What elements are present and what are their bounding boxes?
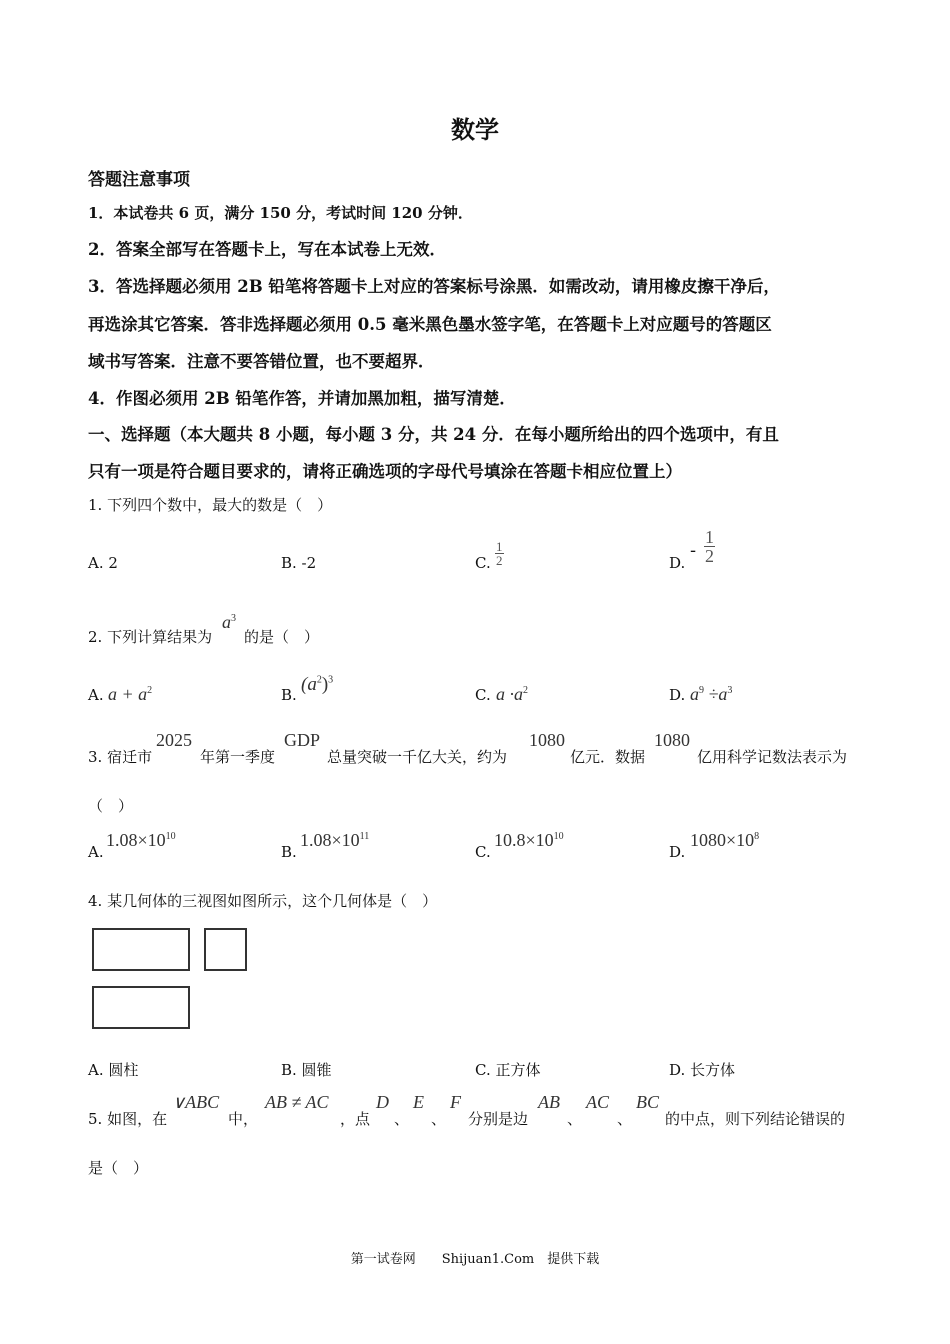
q3-text-1: 3. 宿迁市: [88, 748, 153, 766]
q3-year: 2025: [156, 730, 192, 750]
q1-option-c-fraction: [495, 540, 504, 567]
front-view-rectangle: [92, 928, 190, 971]
q5-side-bc: BC: [636, 1092, 660, 1112]
q5-sep-3: 、: [567, 1110, 583, 1128]
q3-option-c-value: [494, 830, 564, 851]
q2-b-close: ): [321, 674, 329, 695]
q2-d-exp2: 3: [727, 685, 733, 696]
q5-side-ac: AC: [586, 1092, 610, 1112]
q2-d-div: ÷a: [704, 684, 728, 704]
q5-text-4: 分别是边: [468, 1110, 529, 1128]
q2-option-b-math: [301, 674, 333, 696]
q2-b-exp2: 3: [328, 674, 334, 686]
q2-c-expr: a ·a: [496, 684, 523, 704]
q5-text-3: ，点: [340, 1110, 371, 1128]
top-view-rectangle: [92, 986, 190, 1029]
q3-option-c-label: C.: [475, 843, 491, 861]
q1-option-a: A. 2: [88, 554, 118, 572]
q1-option-d-sign: -: [690, 540, 697, 561]
q1-d-numerator: 1: [705, 527, 714, 547]
q2-option-c-math: [496, 684, 528, 705]
q5-point-f: F: [450, 1092, 461, 1112]
q1-option-d-label: D.: [669, 554, 686, 572]
q3-d-exp: 8: [754, 831, 760, 842]
q5-text-5: 的中点，则下列结论错误的: [665, 1110, 846, 1128]
notice-4: 4．作图必须用 2B 铅笔作答，并请加黑加粗，描写清楚．: [88, 389, 516, 408]
notice-3-line3: 域书写答案．注意不要答错位置，也不要超界．: [88, 352, 435, 371]
q3-a-exp: 10: [165, 831, 176, 842]
q3-text-2: 年第一季度: [200, 748, 276, 766]
q2-b-base: (a: [301, 674, 317, 695]
footer-source: 第一试卷网 Shijuan1.Com 提供下载: [350, 1252, 600, 1267]
q3-gdp: GDP: [284, 730, 321, 750]
q2-d-exp1: 9: [699, 685, 704, 696]
q3-option-d-value: [690, 830, 759, 851]
notice-3-line1: 3．答选择题必须用 2B 铅笔将答题卡上对应的答案标号涂黑．如需改动，请用橡皮擦干净后，: [88, 277, 780, 296]
q5-ab-neq-ac: AB ≠ AC: [265, 1092, 329, 1112]
q3-option-a-value: [106, 830, 176, 851]
q2-stem-pre: 2. 下列计算结果为: [88, 628, 213, 646]
q3-option-b-label: B.: [281, 843, 297, 861]
notice-2: 2．答案全部写在答题卡上，写在本试卷上无效．: [88, 240, 446, 259]
notice-1: 1．本试卷共 6 页，满分 150 分，考试时间 120 分钟．: [88, 204, 473, 222]
q3-text-5: 亿用科学记数法表示为: [697, 748, 848, 766]
q3-c-mantissa: 10.8×10: [494, 830, 554, 850]
notice-3-line2: 再选涂其它答案．答非选择题必须用 0.5 毫米黑色墨水签字笔，在答题卡上对应题号的答题区: [88, 315, 772, 334]
q5-point-e: E: [413, 1092, 424, 1112]
q1-option-d-fraction: [704, 528, 715, 565]
q2-b-exp1: 2: [316, 674, 322, 686]
q3-value-2: 1080: [654, 730, 690, 750]
q2-option-a-math: [108, 684, 152, 705]
notice-heading: 答题注意事项: [88, 170, 190, 190]
q2-option-d-label: D.: [669, 686, 686, 704]
page-title: 数学: [451, 115, 499, 144]
q3-text-4: 亿元．数据: [570, 748, 646, 766]
q3-d-mantissa: 1080×10: [690, 830, 755, 850]
q1-d-denominator: 2: [705, 546, 714, 566]
q5-side-ab: AB: [538, 1092, 560, 1112]
q3-a-mantissa: 1.08×10: [106, 830, 166, 850]
q5-sep-2: 、: [431, 1110, 447, 1128]
q2-option-d-math: [690, 684, 732, 705]
q1-c-numerator: 1: [496, 539, 503, 554]
q3-value-1: 1080: [529, 730, 565, 750]
q5-text-2: 中，: [228, 1110, 259, 1128]
q3-b-exp: 11: [359, 831, 370, 842]
side-view-square: [204, 928, 247, 971]
q4-stem: 4. 某几何体的三视图如图所示，这个几何体是（ ）: [88, 892, 438, 910]
q2-stem-math: [222, 612, 236, 633]
q2-option-b-label: B.: [281, 686, 297, 704]
q2-option-a-label: A.: [88, 686, 104, 704]
q1-c-denominator: 2: [496, 553, 503, 568]
q2-c-exp: 2: [523, 685, 528, 696]
q2-option-c-label: C.: [475, 686, 491, 704]
q1-option-b: B. -2: [281, 554, 317, 572]
q5-sep-1: 、: [394, 1110, 410, 1128]
q4-option-c: C. 正方体: [475, 1061, 541, 1079]
q5-triangle: ∨ABC: [172, 1092, 220, 1112]
q2-d-a: a: [690, 684, 699, 704]
q3-b-mantissa: 1.08×10: [300, 830, 360, 850]
q1-option-c-label: C.: [475, 554, 491, 572]
q4-option-a: A. 圆柱: [88, 1061, 139, 1079]
q3-text-6: （ ）: [88, 797, 134, 815]
q3-c-exp: 10: [553, 831, 564, 842]
q5-sep-4: 、: [617, 1110, 633, 1128]
q5-text-1: 5. 如图，在: [88, 1110, 168, 1128]
q3-text-3: 总量突破一千亿大关，约为: [327, 748, 508, 766]
q5-point-d: D: [376, 1092, 389, 1112]
q2-stem-exp: 3: [231, 613, 236, 624]
q4-option-b: B. 圆锥: [281, 1061, 332, 1079]
q3-option-b-value: [300, 830, 369, 851]
q1-stem: 1. 下列四个数中，最大的数是（ ）: [88, 496, 333, 514]
q4-option-d: D. 长方体: [669, 1061, 736, 1079]
q2-stem-a: a: [222, 612, 231, 632]
q2-a-expr: a + a: [108, 684, 148, 704]
section1-line1: 一、选择题（本大题共 8 小题，每小题 3 分，共 24 分．在每小题所给出的四个选项中，有且: [88, 425, 779, 444]
q2-a-exp: 2: [147, 685, 153, 696]
section1-line2: 只有一项是符合题目要求的，请将正确选项的字母代号填涂在答题卡相应位置上）: [88, 462, 682, 481]
q3-option-a-label: A.: [88, 843, 104, 861]
q2-stem-post: 的是（ ）: [244, 628, 320, 646]
q3-option-d-label: D.: [669, 843, 686, 861]
q5-text-6: 是（ ）: [88, 1159, 149, 1177]
